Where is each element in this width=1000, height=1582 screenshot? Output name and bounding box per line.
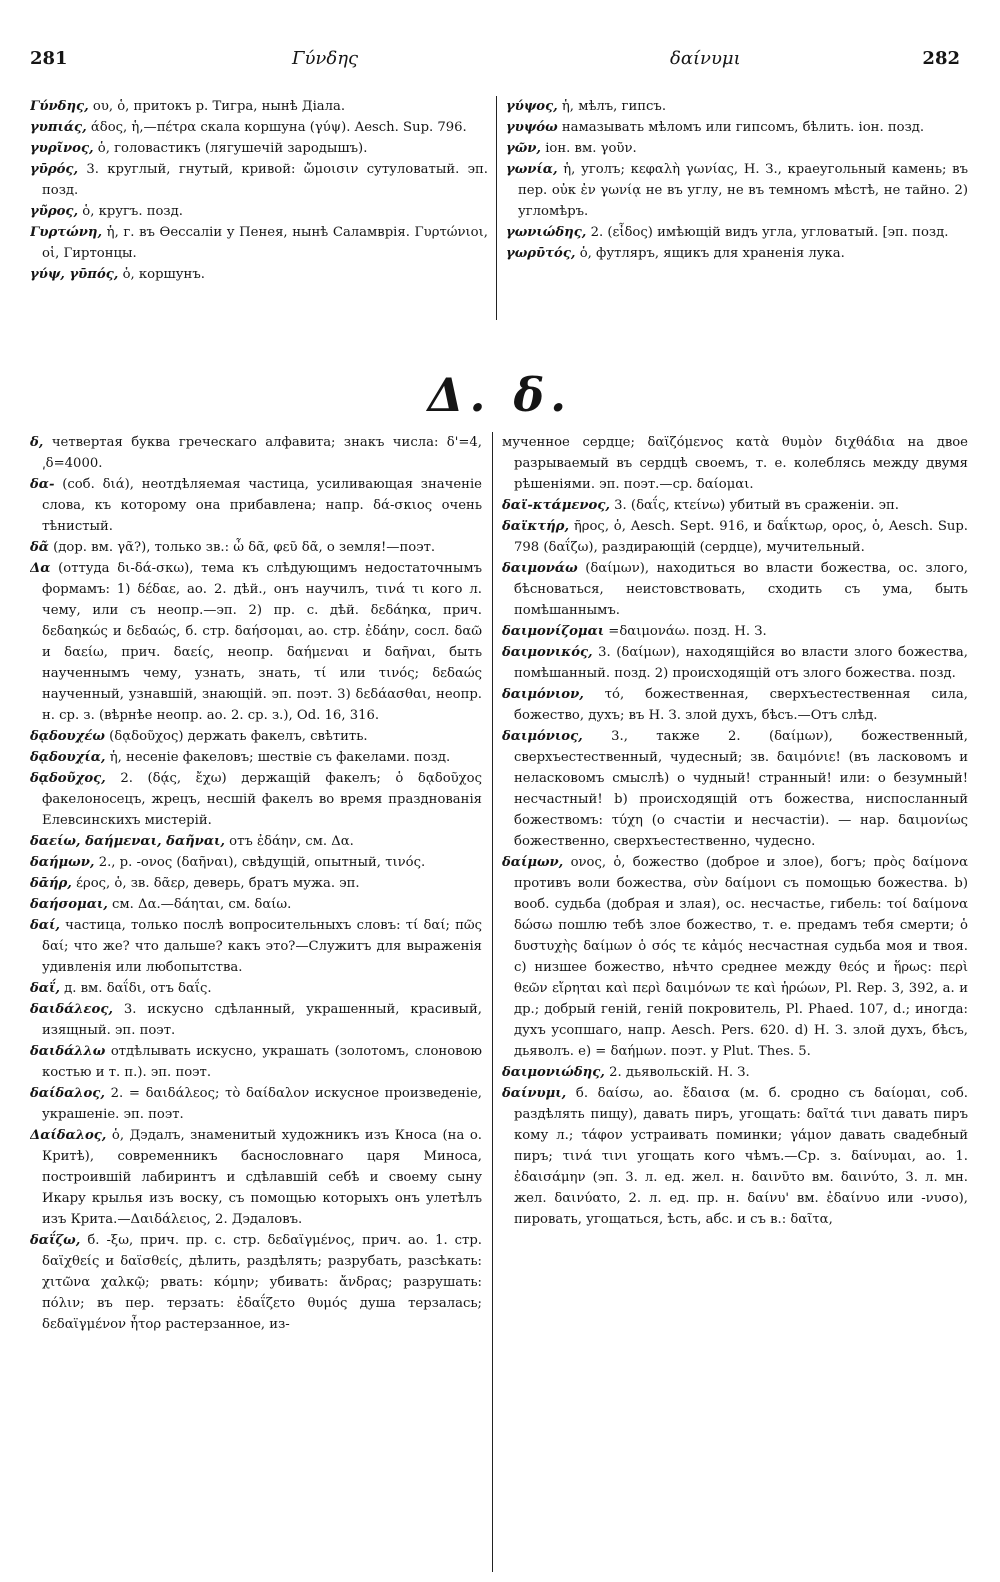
entry-headword: δαήμων,	[30, 855, 95, 870]
entry-headword: γυπιάς,	[30, 120, 87, 135]
entry-headword: δαίδαλος,	[30, 1086, 105, 1101]
dictionary-entry	[502, 495, 968, 516]
entry-definition: ονος, ὁ, божество (доброе и злое), богъ; πρὸς δαίμονα противъ воли божества, σὺν δαίμονι съ помощью божества. b) вооб. судьба (добрая и злая), ос. несчастье, гибель: τοί δαίμονα δώσω пошлю тебѣ злое божество, т. е. предамъ тебя смерти; ὁ δυστυχὴς δαίμων ὁ σός τε κἀμός несчастная судьба моя и твоя. c) низшее божество, нѣчто среднее между θεός и ἥρως: περὶ θεῶν εἴρηται καὶ περὶ δαιμόνων τε καὶ ἡρώων, Pl. Rep. 3, 392, a. и др.; добрый геній, геній покровитель, Pl. Phaed. 107, d.; иногда: духъ усопшаго, напр. Aesch. Pers. 620. d) Н. З. злой духъ, бѣсъ, дьяволъ. e) = δαήμων. поэт. у Plut. Thes. 5.	[514, 855, 968, 1059]
entry-definition: 3. круглый, гнутый, кривой: ὤμοισιν сутуловатый. эп. позд.	[42, 162, 488, 198]
entry-definition: έρος, ὁ, зв. δᾶερ, деверь, братъ мужа. эп.	[76, 876, 360, 891]
entry-headword: δαΐ,	[30, 981, 60, 996]
dictionary-entry	[506, 159, 968, 222]
entry-definition: ου, ὁ, притокъ р. Тигра, нынѣ Діала.	[92, 99, 346, 114]
entry-headword: δα-	[30, 477, 55, 492]
column-divider	[492, 432, 493, 1572]
entry-definition: (оттуда δι-δά-σκω), тема къ слѣдующимъ недостаточнымъ формамъ: 1) δέδαε, ао. 2. дѣй., онъ научилъ, τινά τι кого л. чему, или съ неопр.—эп. 2) пр. с. дѣй. δεδάηκα, прич. δεδαηκώς и δεδαώς, б. стр. δαήσομαι, ао. стр. ἐδάην, сосл. δαῶ и δαείω, прич. δαείς, неопр. δαήμεναι и δαῆναι, быть наученнымъ чему, узнать, знать, τί или τινός; δεδαώς наученный, узнавшій, знающій. эп. поэт. 3) δεδάασθαι, неопр. н. ср. з. (вѣрнѣе неопр. ао. 2. ср. з.), Od. 16, 316.	[42, 561, 482, 723]
dictionary-entry	[30, 432, 482, 474]
entry-definition: 2. дьявольскій. Н. З.	[609, 1065, 750, 1080]
entry-headword: δαΐζω,	[30, 1233, 81, 1248]
entry-definition: мученное сердце; δαϊζόμενος κατὰ θυμὸν διχθάδια на двое разрываемый въ сердцѣ своемъ, т. е. колеблясь между двумя рѣшеніями. эп. поэт.—ср. δαίομαι.	[502, 435, 968, 492]
dictionary-entry	[30, 264, 488, 285]
entry-headword: γωνιώδης,	[506, 225, 587, 240]
dictionary-entry	[502, 1083, 968, 1230]
entry-headword: γύψος,	[506, 99, 558, 114]
dictionary-entry	[502, 726, 968, 852]
entry-definition: ἡ, уголъ; κεφαλὴ γωνίας, Н. З., краеугольный камень; въ пер. οὐκ ἐν γωνίᾳ не въ углу, не въ темномъ мѣстѣ, не тайно. 2) угломѣръ.	[518, 162, 968, 219]
entry-headword: Γύνδης,	[30, 99, 89, 114]
entry-definition: частица, только послѣ вопросительныхъ словъ: τί δαί; πῶς δαί; что же? что дальше? какъ это?—Служитъ для выраженія удивленія или любопытства.	[42, 918, 482, 975]
entry-definition: τό, божественная, сверхъестественная сила, божество, духъ; въ Н. З. злой духъ, бѣсъ.—Отъ слѣд.	[514, 687, 968, 723]
dictionary-entry	[30, 999, 482, 1041]
entry-headword: δᾶ	[30, 540, 49, 555]
entry-definition: (δαίμων), находиться во власти божества, ос. злого, бѣсноваться, неистовствовать, сходить съ ума, быть помѣшаннымъ.	[514, 561, 968, 618]
entry-headword: Γυρτώνη,	[30, 225, 103, 240]
dictionary-entry	[30, 768, 482, 831]
entry-definition: ὁ, футляръ, ящикъ для храненія лука.	[579, 246, 845, 261]
dictionary-entry	[30, 747, 482, 768]
entry-definition: четвертая буква греческаго алфавита; знакъ числа: δ'=4, ͵δ=4000.	[42, 435, 482, 471]
entry-definition: 2. (δᾴς, ἔχω) держащій факелъ; ὁ δᾳδοῦχος факелоносецъ, жрецъ, несшій факелъ во время празднованія Елевсинскихъ мистерій.	[42, 771, 482, 828]
entry-headword: δαιμονικός,	[502, 645, 593, 660]
entry-headword: δαείω, δαήμεναι, δαῆναι,	[30, 834, 225, 849]
entry-headword: γυρῖνος,	[30, 141, 94, 156]
dictionary-entry	[502, 642, 968, 684]
dictionary-entry	[30, 1083, 482, 1125]
top-left-column	[30, 96, 488, 348]
page-number-left: 281	[30, 48, 68, 69]
section-letter-heading: Δ. δ.	[427, 368, 573, 422]
entry-headword: δᾳδοῦχος,	[30, 771, 106, 786]
dictionary-entry	[30, 726, 482, 747]
dictionary-entry	[502, 558, 968, 621]
running-head-left: Γύνδης	[292, 48, 359, 69]
dictionary-entry	[502, 684, 968, 726]
dictionary-entry	[30, 558, 482, 726]
entry-headword: Δαίδαλος,	[30, 1128, 107, 1143]
entry-headword: δαιμόνιον,	[502, 687, 584, 702]
entry-definition: д. вм. δαΐδι, отъ δαΐς.	[64, 981, 212, 996]
dictionary-entry	[30, 978, 482, 999]
dictionary-entry	[30, 1041, 482, 1083]
entry-headword: γῶν,	[506, 141, 542, 156]
dictionary-entry	[506, 117, 968, 138]
entry-headword: δαίμων,	[502, 855, 564, 870]
entry-definition: =δαιμονάω. позд. Н. З.	[608, 624, 767, 639]
dictionary-entry	[30, 1230, 482, 1335]
page-header	[30, 48, 960, 72]
dictionary-entry	[506, 138, 968, 159]
top-section	[30, 96, 970, 348]
entry-definition: 3., также 2. (δαίμων), божественный, сверхъестественный, чудесный; зв. δαιμόνιε! (въ ласковомъ и неласковомъ смыслѣ) о чудный! странный! или: о безумный! несчастный! b) происходящій отъ божества, ниспосланный божествомъ: τύχη (о счастіи и несчастіи). — нар. δαιμονίως божественно, сверхъестественно, чудесно.	[514, 729, 968, 849]
dictionary-entry	[30, 831, 482, 852]
dictionary-entry	[30, 222, 488, 264]
entry-definition: ὁ, коршунъ.	[122, 267, 205, 282]
entry-headword: δαιμόνιος,	[502, 729, 583, 744]
entry-headword: δαιμονίζομαι	[502, 624, 605, 639]
dictionary-entry	[502, 516, 968, 558]
column-divider	[496, 96, 497, 320]
entry-headword: γυψόω	[506, 120, 558, 135]
entry-definition: άδος, ἡ,—πέτρα скала коршуна (γύψ). Aesch. Sup. 796.	[90, 120, 467, 135]
entry-definition: ὁ, кругъ. позд.	[82, 204, 183, 219]
dictionary-entry	[30, 894, 482, 915]
entry-definition: отдѣлывать искусно, украшать (золотомъ, слоновою костью и т. п.). эп. поэт.	[42, 1044, 482, 1080]
dictionary-entry	[506, 96, 968, 117]
entry-headword: δαιμονάω	[502, 561, 578, 576]
entry-definition: (соб. διά), неотдѣляемая частица, усиливающая значеніе слова, къ которому она прибавлена; напр. δά-σκιος очень тѣнистый.	[42, 477, 482, 534]
entry-definition: б. δαίσω, ао. ἔδαισα (м. б. сродно съ δαίομαι, соб. раздѣлять пищу), давать пиръ, угощать: δαῖτά τινι давать пиръ кому л.; τάφον устраивать поминки; γάμον давать свадебный пиръ; τινά τινι угощать кого чѣмъ.—Ср. з. δαίνυμαι, ао. 1. ἐδαισάμην (эп. 3. л. ед. жел. н. δαινῦτο вм. δαινύτο, 3. л. мн. жел. δαινύατο, 2. л. ед. пр. н. δαίνυ' вм. ἐδαίνυο или -νυσο), пировать, угощаться, ѣсть, абс. и съ в.: δαῖτα,	[514, 1086, 968, 1227]
entry-definition: ἡ, г. въ Өессаліи у Пенея, нынѣ Саламврія. Γυρτώνιοι, οἱ, Гиртонцы.	[42, 225, 488, 261]
dictionary-entry	[502, 1062, 968, 1083]
entry-headword: δαιμονιώδης,	[502, 1065, 605, 1080]
entry-definition: см. Δα.—δάηται, см. δαίω.	[112, 897, 292, 912]
top-right-column	[506, 96, 968, 348]
dictionary-entry	[30, 96, 488, 117]
entry-headword: Δα	[30, 561, 51, 576]
entry-definition: (δᾳδοῦχος) держать факелъ, свѣтить.	[109, 729, 368, 744]
entry-definition: отъ ἐδάην, см. Δα.	[229, 834, 354, 849]
entry-headword: δαϊ-κτάμενος,	[502, 498, 610, 513]
entry-definition: ὁ, головастикъ (лягушечій зародышъ).	[97, 141, 368, 156]
entry-definition: ἡ, несеніе факеловъ; шествіе съ факелами. позд.	[109, 750, 451, 765]
entry-headword: δᾳδουχέω	[30, 729, 105, 744]
entry-headword: δαιδάλεος,	[30, 1002, 113, 1017]
entry-definition: 2. = δαιδάλεος; τὸ δαίδαλον искусное произведеніе, украшеніе. эп. поэт.	[42, 1086, 482, 1122]
entry-headword: δαί,	[30, 918, 60, 933]
dictionary-entry	[502, 621, 968, 642]
dictionary-entry	[30, 1125, 482, 1230]
entry-definition: ἡ, мѣлъ, гипсъ.	[561, 99, 667, 114]
entry-definition: намазывать мѣломъ или гипсомъ, бѣлить. іон. позд.	[561, 120, 925, 135]
entry-headword: δᾳδουχία,	[30, 750, 106, 765]
entry-definition: ὁ, Дэдалъ, знаменитый художникъ изъ Кноса (на о. Критѣ), современникъ баснословнаго царя Миноса, построившій лабиринтъ и сдѣлавшій себѣ и своему сыну Икару крылья изъ воску, съ помощью которыхъ онъ улетѣлъ изъ Крита.—Δαιδάλειος, 2. Дэдаловъ.	[42, 1128, 482, 1227]
dictionary-entry	[30, 852, 482, 873]
bottom-right-column	[502, 432, 968, 1572]
dictionary-entry	[30, 117, 488, 138]
dictionary-entry	[30, 159, 488, 201]
dictionary-entry	[30, 873, 482, 894]
entry-definition: б. -ξω, прич. пр. с. стр. δεδαϊγμένος, прич. ао. 1. стр. δαϊχθείς и δαϊσθείς, дѣлить, раздѣлять; разрубать, разсѣкать: χιτῶνα χαλκῷ; рвать: κόμην; убивать: ἄνδρας; разрушать: πόλιν; въ пер. терзать: ἐδαΐζετο θυμός душа терзалась; δεδαϊγμένον ἦτορ растерзанное, из-	[42, 1233, 482, 1332]
bottom-section	[30, 432, 970, 1572]
entry-headword: δαιδάλλω	[30, 1044, 106, 1059]
dictionary-entry	[30, 537, 482, 558]
bottom-left-column	[30, 432, 482, 1572]
entry-headword: γῡρός,	[30, 162, 79, 177]
entry-definition: 3. (δαίμων), находящійся во власти злого божества, помѣшанный. позд. 2) происходящій отъ злого божества. позд.	[514, 645, 968, 681]
entry-definition: (дор. вм. γᾶ?), только зв.: ὦ δᾶ, φεῦ δᾶ, о земля!—поэт.	[53, 540, 436, 555]
dictionary-entry	[506, 222, 968, 243]
page-number-right: 282	[922, 48, 960, 69]
entry-headword: γωνία,	[506, 162, 558, 177]
entry-definition: 3. (δαΐς, κτείνω) убитый въ сраженіи. эп.	[614, 498, 899, 513]
entry-headword: δᾱήρ,	[30, 876, 72, 891]
dictionary-entry	[502, 432, 968, 495]
entry-headword: δαϊκτήρ,	[502, 519, 570, 534]
entry-definition: 2., р. -ονος (δαῆναι), свѣдущій, опытный, τινός.	[98, 855, 426, 870]
dictionary-entry	[30, 474, 482, 537]
dictionary-entry	[30, 138, 488, 159]
dictionary-entry	[506, 243, 968, 264]
entry-headword: γύψ, γῡπός,	[30, 267, 119, 282]
entry-definition: іон. вм. γοῦν.	[545, 141, 637, 156]
entry-headword: δ,	[30, 435, 44, 450]
entry-headword: δαίνυμι,	[502, 1086, 567, 1101]
entry-definition: ῆρος, ὁ, Aesch. Sept. 916, и δαΐκτωρ, ορος, ὁ, Aesch. Sup. 798 (δαΐζω), раздирающій (сердце), мучительный.	[514, 519, 968, 555]
entry-headword: δαήσομαι,	[30, 897, 108, 912]
entry-headword: γῦρος,	[30, 204, 79, 219]
entry-headword: γωρῡτός,	[506, 246, 576, 261]
dictionary-entry	[30, 201, 488, 222]
running-head-right: δαίνυμι	[670, 48, 741, 69]
entry-definition: 2. (εἶδος) имѣющій видъ угла, угловатый. [эп. позд.	[590, 225, 949, 240]
dictionary-entry	[502, 852, 968, 1062]
dictionary-entry	[30, 915, 482, 978]
entry-definition: 3. искусно сдѣланный, украшенный, красивый, изящный. эп. поэт.	[42, 1002, 482, 1038]
